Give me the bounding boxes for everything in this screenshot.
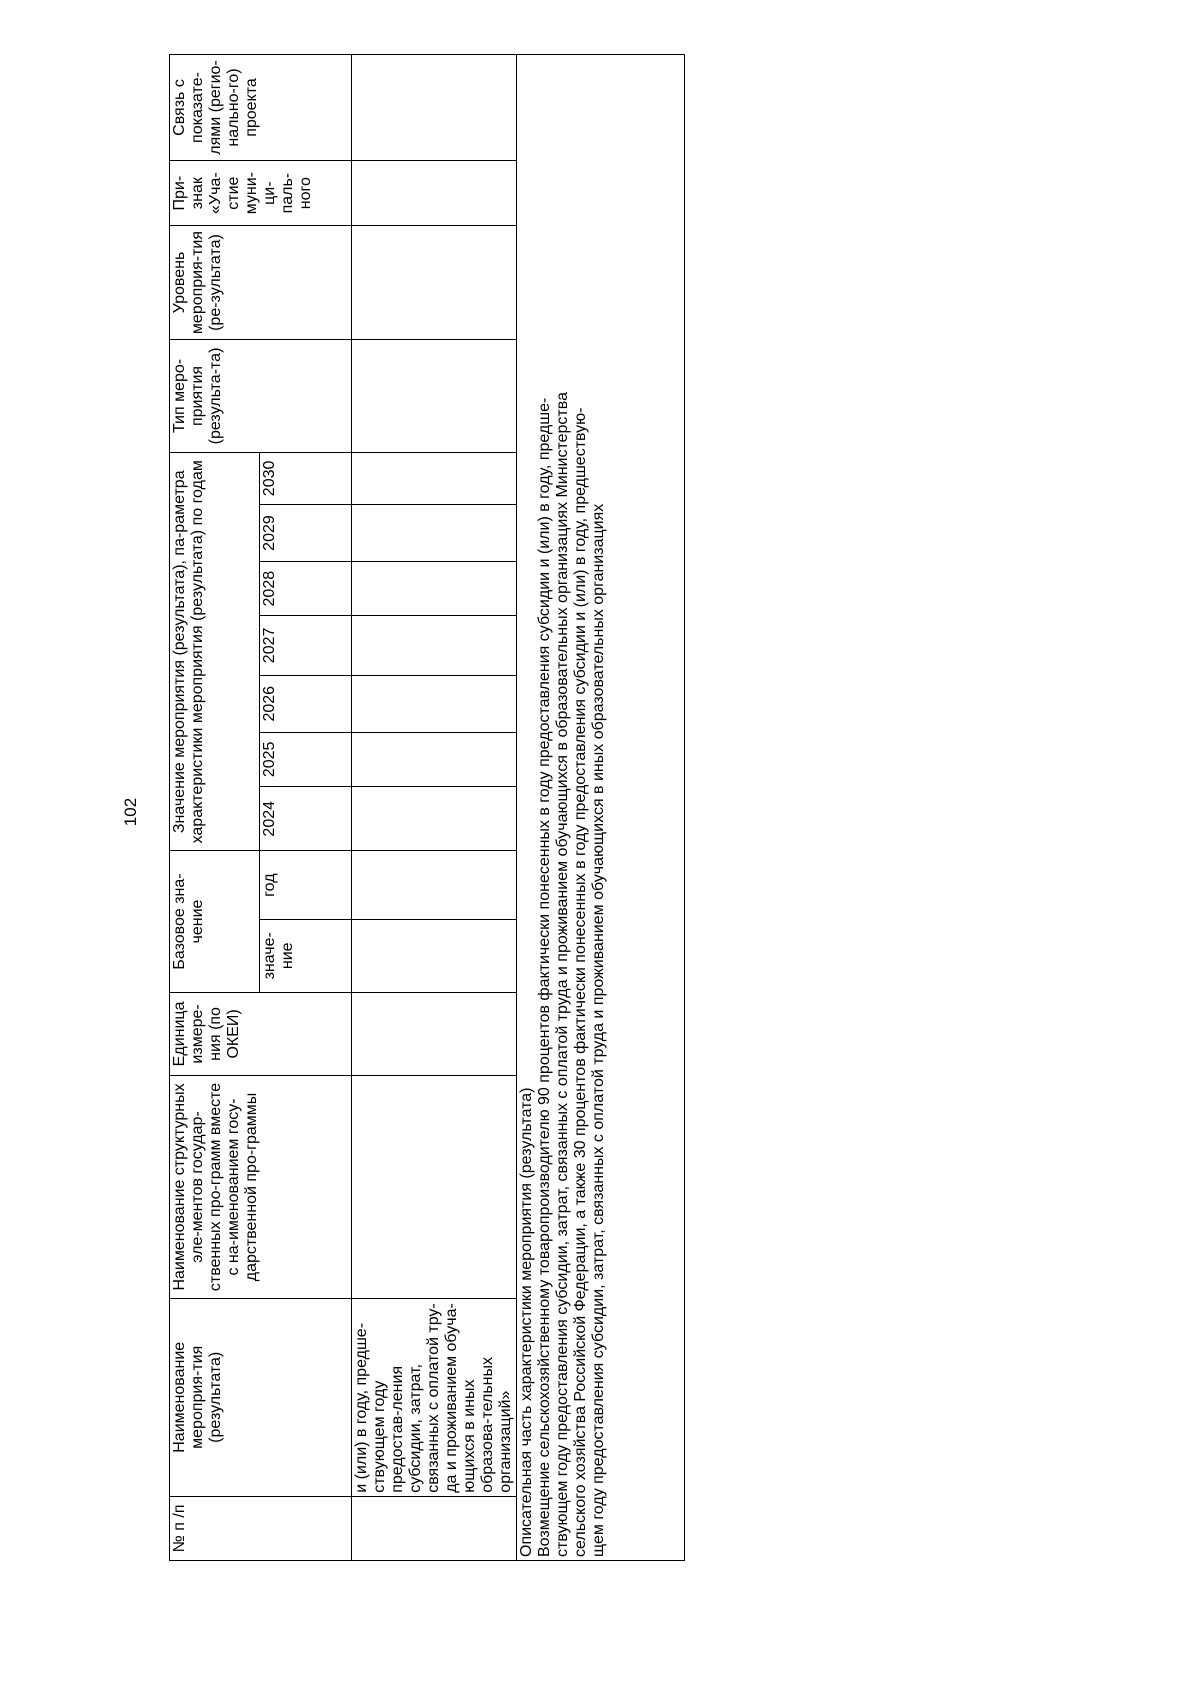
- year-header: 2024: [260, 787, 352, 851]
- year-header: 2028: [260, 562, 352, 616]
- cell-year-value: [352, 504, 517, 562]
- cell-year-value: [352, 562, 517, 616]
- header-level: Уровень мероприя-тия (ре-зультата): [170, 226, 352, 339]
- header-unit: Единица измере-ния (по ОКЕИ): [170, 992, 352, 1075]
- year-header: 2029: [260, 504, 352, 562]
- header-base-value-value: значе-ние: [260, 919, 352, 992]
- cell-link: [352, 55, 517, 161]
- rotated-table-container: [169, 54, 663, 1561]
- cell-municipal: [352, 161, 517, 226]
- measures-table: [169, 54, 685, 1561]
- header-values-by-year: Значение мероприятия (результата), па-раметра характеристики мероприятия (результата) по годам: [170, 453, 260, 851]
- page-number: [121, 792, 141, 832]
- description-line: щем году предоставления субсидии, затрат, связанных с оплатой труда и проживанием обучающихся в иных образовательных организациях: [590, 503, 607, 1557]
- year-header: 2030: [260, 453, 352, 504]
- page-number-text: 102: [121, 797, 140, 827]
- year-header: 2026: [260, 675, 352, 732]
- header-measure-name: Наименование мероприя-тия (результата): [170, 1298, 352, 1496]
- description-cell: [517, 55, 685, 1561]
- cell-base-value: [352, 919, 517, 992]
- header-structural-elements: Наименование структурных эле-ментов государ-ственных про-грамм вместе с на-именованием госу-дарственной про-граммы: [170, 1076, 352, 1299]
- cell-unit: [352, 992, 517, 1075]
- description-line: ствующем году предоставления субсидии, затрат, связанных с оплатой труда и проживанием обучающихся в образовательных организациях Министерства: [554, 392, 571, 1557]
- header-type: Тип меро-приятия (результа-та): [170, 339, 352, 452]
- cell-measure-name: и (или) в году, предше-ствующем году предостав-ления субсидии, затрат, связанных с оплатой тру-да и проживанием обуча-ющихся в иных образова-тельных организаций»: [352, 1298, 517, 1496]
- header-row-1: [170, 55, 226, 1561]
- cell-year-value: [352, 787, 517, 851]
- description-row: [517, 55, 685, 1561]
- header-num: № п /п: [170, 1496, 352, 1560]
- cell-type: [352, 339, 517, 452]
- cell-year-value: [352, 732, 517, 787]
- cell-year-value: [352, 675, 517, 732]
- cell-structural: [352, 1076, 517, 1299]
- description-line: Возмещение сельскохозяйственному товаропроизводителю 90 процентов фактически понесенных в году предоставления субсидии и (или) в году, предше-: [536, 397, 553, 1557]
- header-municipal-participation: При-знак «Уча-стие муни-ци-паль-ного: [170, 161, 352, 226]
- header-project-link: Связь с показате-лями (регио-нально-го) проекта: [170, 55, 352, 161]
- description-heading: Описательная часть характеристики мероприятия (результата): [518, 1087, 535, 1557]
- cell-level: [352, 226, 517, 339]
- description-line: сельского хозяйства Российской Федерации, а также 30 процентов фактически понесенных в году предоставления субсидии и (или) в году, предшествую-: [572, 407, 589, 1557]
- header-base-value-year: год: [260, 851, 352, 920]
- year-header: 2025: [260, 732, 352, 787]
- cell-year-value: [352, 453, 517, 504]
- cell-year-value: [352, 615, 517, 675]
- table-row: [352, 55, 517, 1561]
- cell-num: [352, 1496, 517, 1560]
- header-base-value: Базовое зна-чение: [170, 851, 260, 992]
- year-header: 2027: [260, 615, 352, 675]
- cell-base-year: [352, 851, 517, 920]
